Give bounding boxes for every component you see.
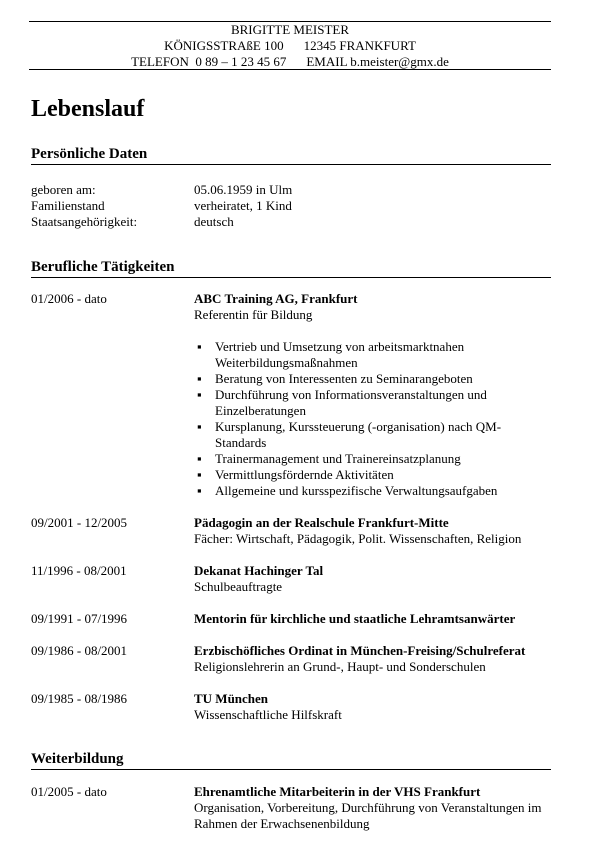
personal-value: 05.06.1959 in Ulm (194, 182, 293, 197)
header-contact (29, 54, 551, 70)
section-personal (31, 145, 551, 230)
task-item: ▪ Kursplanung, Kurssteuerung (-organisation) nach QM-Standards (197, 419, 502, 450)
entry-detail: Wissenschaftliche Hilfskraft (194, 707, 342, 722)
task-item: ▪ Vermittlungsfördernde Aktivitäten (197, 467, 394, 482)
entry-date: 09/1991 - 07/1996 (31, 611, 128, 626)
entry-detail: Religionslehrerin an Grund-, Haupt- und Sonderschulen (194, 659, 486, 674)
task-list (194, 339, 551, 499)
entry-organisation: Erzbischöfliches Ordinat in München-Freising/Schulreferat (194, 643, 526, 658)
task-item: ▪ Beratung von Interessenten zu Seminarangeboten (197, 371, 473, 386)
training-entry (31, 784, 551, 832)
personal-value: deutsch (194, 214, 234, 229)
entry-organisation: TU München (194, 691, 269, 706)
header-bottom-rule (29, 69, 551, 70)
header-phone: TELEFON 0 89 – 1 23 45 67 (131, 54, 287, 69)
bullet-icon: ▪ (197, 419, 202, 434)
career-entry (31, 643, 551, 675)
entry-date: 09/1985 - 08/1986 (31, 691, 128, 706)
entry-detail: Fächer: Wirtschaft, Pädagogik, Polit. Wissenschaften, Religion (194, 531, 522, 546)
task-item: ▪ Trainermanagement und Trainereinsatzplanung (197, 451, 461, 466)
career-entry (31, 515, 551, 547)
personal-label: Staatsangehörigkeit: (31, 214, 138, 229)
section-career (31, 258, 551, 723)
entry-detail: Referentin für Bildung (194, 307, 313, 322)
header-address (29, 38, 551, 54)
entry-date: 09/1986 - 08/2001 (31, 643, 128, 658)
personal-row (31, 198, 551, 214)
entry-detail: Organisation, Vorbereitung, Durchführung von Veranstaltungen im Rahmen der Erwachsenenbildung (194, 800, 542, 831)
entry-organisation: Dekanat Hachinger Tal (194, 563, 324, 578)
entry-organisation: Mentorin für kirchliche und staatliche Lehramtsanwärter (194, 611, 516, 626)
personal-value: verheiratet, 1 Kind (194, 198, 292, 213)
personal-label: geboren am: (31, 182, 96, 197)
bullet-icon: ▪ (197, 371, 202, 386)
task-item: ▪ Allgemeine und kursspezifische Verwaltungsaufgaben (197, 483, 498, 498)
entry-organisation: Ehrenamtliche Mitarbeiterin in der VHS Frankfurt (194, 784, 481, 799)
section-training (31, 750, 551, 832)
entry-date: 01/2006 - dato (31, 291, 107, 306)
entry-date: 01/2005 - dato (31, 784, 107, 799)
bullet-icon: ▪ (197, 387, 202, 402)
bullet-icon: ▪ (197, 339, 202, 354)
career-entry (31, 563, 551, 595)
entry-date: 09/2001 - 12/2005 (31, 515, 128, 530)
task-item: ▪ Vertrieb und Umsetzung von arbeitsmarktnahen Weiterbildungsmaßnahmen (197, 339, 465, 370)
header-name: BRIGITTE MEISTER (230, 22, 350, 37)
section-heading-personal: Persönliche Daten (31, 145, 551, 165)
entry-date: 11/1996 - 08/2001 (31, 563, 127, 578)
entry-organisation: ABC Training AG, Frankfurt (194, 291, 358, 306)
section-heading-training: Weiterbildung (31, 750, 551, 770)
personal-row (31, 214, 551, 230)
bullet-icon: ▪ (197, 483, 202, 498)
entry-organisation: Pädagogin an der Realschule Frankfurt-Mitte (194, 515, 449, 530)
personal-label: Familienstand (31, 198, 105, 213)
page-title: Lebenslauf (31, 96, 145, 122)
task-item: ▪ Durchführung von Informationsveranstaltungen und Einzelberatungen (197, 387, 487, 418)
header-street: KÖNIGSSTRAßE 100 (164, 38, 284, 53)
header-email: EMAIL b.meister@gmx.de (306, 54, 449, 69)
entry-detail: Schulbeauftragte (194, 579, 283, 594)
header-city: 12345 FRANKFURT (303, 38, 416, 53)
career-entry (31, 611, 551, 627)
career-entry (31, 691, 551, 723)
bullet-icon: ▪ (197, 467, 202, 482)
section-heading-career: Berufliche Tätigkeiten (31, 258, 551, 278)
personal-row (31, 182, 551, 198)
letterhead (29, 22, 551, 70)
bullet-icon: ▪ (197, 451, 202, 466)
career-entry (31, 291, 551, 499)
